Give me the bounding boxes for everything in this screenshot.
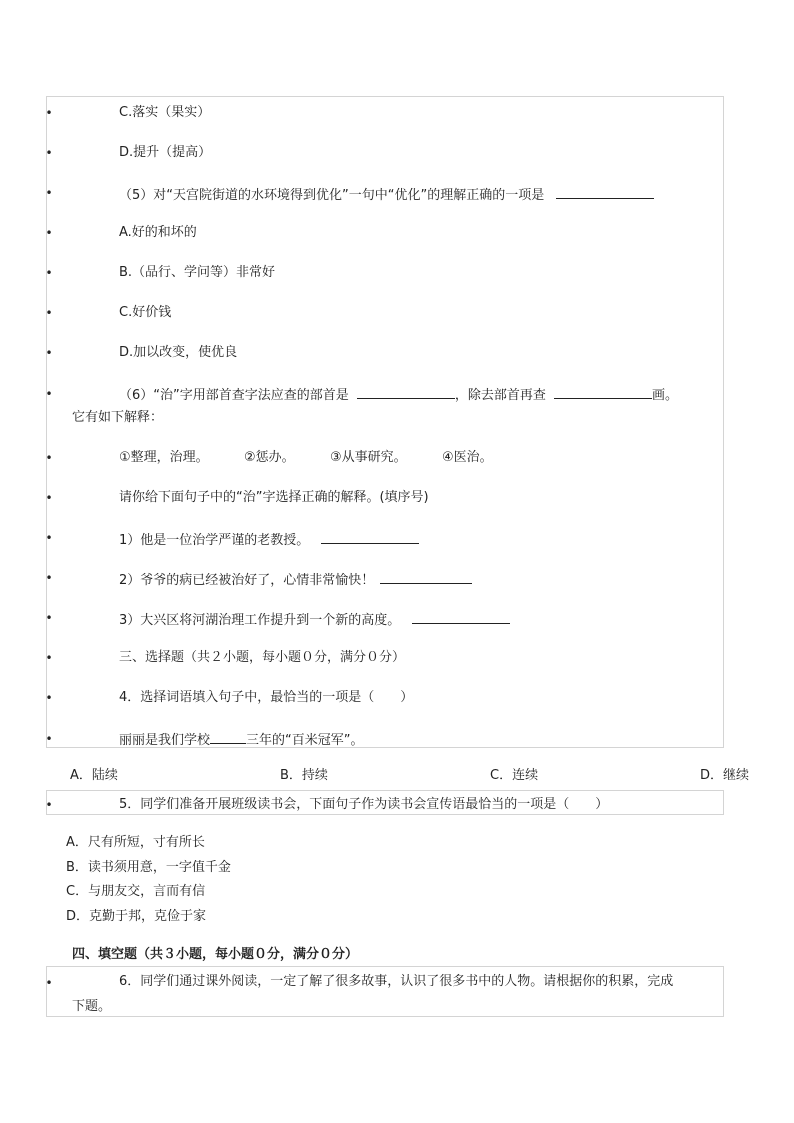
q5-option-b[interactable]: B．读书须用意，一字值千金: [66, 860, 231, 875]
q5-option-a[interactable]: A．尺有所短，寸有所长: [66, 835, 205, 850]
question-5-reading: 5．同学们准备开展班级读书会，下面句子作为读书会宣传语最恰当的一项是（ ）: [119, 797, 609, 812]
answer-blank[interactable]: [554, 385, 652, 399]
option-a-hao: A.好的和坏的: [119, 225, 197, 240]
option-b-pinxing: B.（品行、学问等）非常好: [119, 265, 276, 280]
section-3-heading: 三、选择题（共２小题，每小题０分，满分０分）: [119, 650, 406, 665]
question-6-part-a: （6）“治”字用部首查字法应查的部首是: [119, 388, 349, 403]
answer-blank[interactable]: [380, 570, 472, 584]
q5-option-d[interactable]: D．克勤于邦，克俭于家: [66, 909, 207, 924]
answer-blank[interactable]: [412, 610, 510, 624]
bullet: •: [45, 571, 53, 585]
question-4-sentence: [119, 730, 364, 749]
meaning-1: ①整理，治理。: [119, 450, 209, 465]
answer-blank[interactable]: [357, 385, 455, 399]
answer-blank[interactable]: [321, 530, 419, 544]
bullet: •: [45, 611, 53, 625]
question-4-sentence-b: 三年的“百米冠军”。: [246, 733, 364, 748]
bullet: •: [45, 226, 53, 240]
bullet: •: [45, 306, 53, 320]
q4-option-d[interactable]: D．继续: [700, 768, 750, 783]
bullet: •: [45, 346, 53, 360]
q4-option-c[interactable]: C．连续: [490, 768, 539, 783]
q5-option-c[interactable]: C．与朋友交，言而有信: [66, 884, 206, 899]
option-d-jiayi: D.加以改变，使优良: [119, 345, 238, 360]
bullet: •: [45, 732, 53, 746]
bullet: •: [45, 976, 53, 990]
question-5-label: （5）对“天宫院街道的水环境得到优化”一句中“优化”的理解正确的一项是: [119, 188, 545, 203]
bullet: •: [45, 451, 53, 465]
question-5-text: [119, 185, 654, 204]
question-6-text: [119, 385, 678, 404]
question-6-main-line-1: 6．同学们通过课外阅读，一定了解了很多故事，认识了很多书中的人物。请根据你的积累，完成: [119, 974, 674, 989]
question-6-part-c: 画。: [652, 388, 679, 403]
meaning-2: ②惩办。: [244, 450, 295, 465]
question-4: 4．选择词语填入句子中，最恰当的一项是（ ）: [119, 690, 414, 705]
bullet: •: [45, 387, 53, 401]
select-prompt: 请你给下面句子中的“治”字选择正确的解释。(填序号): [119, 490, 429, 505]
q4-option-b[interactable]: B．持续: [280, 768, 328, 783]
bullet: •: [45, 491, 53, 505]
answer-blank[interactable]: [556, 185, 654, 199]
question-6-part-b: ，除去部首再查: [454, 388, 546, 403]
sentence-3: [119, 610, 510, 629]
bullet: •: [45, 186, 53, 200]
sentence-3-text: 3）大兴区将河湖治理工作提升到一个新的高度。: [119, 613, 401, 628]
sentence-2: [119, 570, 472, 589]
sentence-1: [119, 530, 419, 549]
question-6-main-line-2: 下题。: [72, 999, 112, 1014]
answer-blank[interactable]: [210, 730, 246, 744]
option-d-tisheng: D.提升（提高）: [119, 145, 212, 160]
question-4-sentence-a: 丽丽是我们学校: [119, 733, 211, 748]
q4-option-a[interactable]: A．陆续: [70, 768, 118, 783]
question-6-line-2: 它有如下解释：: [72, 410, 164, 425]
sentence-1-text: 1）他是一位治学严谨的老教授。: [119, 533, 310, 548]
bullet: •: [45, 651, 53, 665]
bullet: •: [45, 691, 53, 705]
option-c-haojia: C.好价钱: [119, 305, 172, 320]
bullet: •: [45, 798, 53, 812]
section-4-heading: 四、填空题（共３小题，每小题０分，满分０分）: [72, 947, 359, 962]
bullet: •: [45, 531, 53, 545]
meaning-4: ④医治。: [442, 450, 493, 465]
sentence-2-text: 2）爷爷的病已经被治好了，心情非常愉快！: [119, 573, 375, 588]
option-c-luoshi: C.落实（果实）: [119, 105, 211, 120]
bullet: •: [45, 106, 53, 120]
bullet: •: [45, 146, 53, 160]
bullet: •: [45, 266, 53, 280]
meaning-3: ③从事研究。: [330, 450, 407, 465]
